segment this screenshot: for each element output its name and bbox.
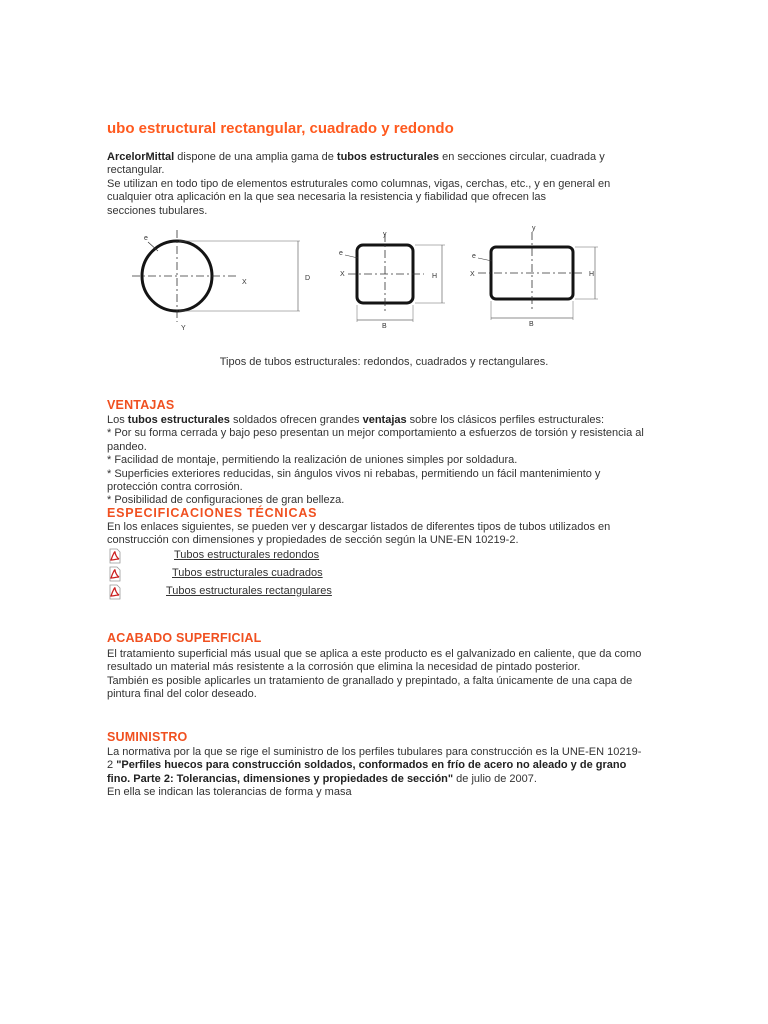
suministro-text: 2 — [107, 759, 117, 772]
x-axis-label: X — [470, 271, 475, 278]
ventajas-line: * Por su forma cerrada y bajo peso presentan un mejor comportamiento a esfuerzos de torsión y resistencia al — [107, 427, 644, 440]
pdf-icon — [107, 548, 123, 564]
pdf-icon — [107, 566, 123, 582]
intro-text: dispone de una amplia gama de — [174, 151, 337, 163]
ventajas-line: * Superficies exteriores reducidas, sin ángulos vivos ni rebabas, permitiendo un fácil mantenimiento y — [107, 467, 601, 480]
norma-title-bold: "Perfiles huecos para construcción soldados, conformados en frío de acero no aleado y de grano — [116, 759, 627, 772]
pdf-link-row[interactable] — [107, 584, 507, 600]
acabado-line: También es posible aplicarles un tratamiento de granallado y prepintado, a falta únicamente de una capa de — [107, 674, 633, 687]
intro-line: cualquier otra aplicación en la que sea necesaria la resistencia y fiabilidad que ofrecen las — [107, 191, 547, 204]
tube-sections-figure — [130, 218, 610, 338]
intro-line: secciones tubulares. — [107, 204, 208, 217]
x-axis-label: X — [242, 279, 247, 286]
thickness-label: e — [339, 250, 343, 257]
especificaciones-heading: ESPECIFICACIONES TÉCNICAS — [107, 506, 318, 520]
intro-paragraph — [107, 151, 627, 218]
y-axis-label: y — [383, 231, 387, 238]
acabado-line: El tratamiento superficial más usual que se aplica a este producto es el galvanizado en caliente, que da como — [107, 648, 642, 660]
ventajas-line: protección contra corrosión. — [107, 481, 243, 494]
suministro-line: La normativa por la que se rige el suministro de los perfiles tubulares para construcción es la UNE-EN 10219- — [107, 746, 642, 758]
height-label: H — [432, 273, 438, 280]
width-label: B — [529, 321, 534, 328]
height-label: H — [589, 271, 595, 278]
pdf-link-row[interactable] — [107, 548, 507, 564]
ventajas-line: * Posibilidad de configuraciones de gran belleza. — [107, 494, 345, 507]
suministro-paragraph — [107, 746, 697, 800]
intro-line: Se utilizan en todo tipo de elementos estruturales como columnas, vigas, cerchas, etc., y en general en — [107, 177, 611, 190]
ventajas-paragraph — [107, 414, 697, 508]
ventajas-line: * Facilidad de montaje, permitiendo la realización de uniones simples por soldadura. — [107, 454, 518, 467]
especificaciones-line: En los enlaces siguientes, se pueden ver y descargar listados de diferentes tipos de tubos utilizados en — [107, 521, 611, 533]
link-tubos-redondos[interactable]: Tubos estructurales redondos — [174, 549, 320, 561]
ventajas-text: Los — [107, 414, 128, 426]
rectangular-tube-diagram — [470, 225, 598, 328]
intro-bold-term: tubos estructurales — [336, 151, 440, 163]
ventajas-line: pandeo. — [107, 440, 147, 453]
ventajas-text: sobre los clásicos perfiles estructurales: — [406, 414, 605, 426]
thickness-label: e — [472, 253, 476, 260]
round-tube-diagram — [132, 230, 310, 332]
intro-text: en secciones circular, cuadrada y — [439, 151, 605, 163]
pdf-link-row[interactable] — [107, 566, 507, 582]
brand-name: ArcelorMittal — [107, 151, 175, 163]
acabado-line: pintura final del color deseado. — [107, 688, 257, 701]
x-axis-label: X — [340, 271, 345, 278]
square-tube-diagram — [339, 231, 445, 330]
suministro-line: En ella se indican las tolerancias de forma y masa — [107, 786, 352, 799]
suministro-heading: SUMINISTRO — [107, 730, 188, 744]
page-title: ubo estructural rectangular, cuadrado y redondo — [107, 120, 454, 137]
figure-caption: Tipos de tubos estructurales: redondos, cuadrados y rectangulares. — [219, 356, 549, 368]
norma-title-bold: fino. Parte 2: Tolerancias, dimensiones y propiedades de sección" — [107, 772, 454, 785]
especificaciones-line: construcción con dimensiones y propiedades de sección según la UNE-EN 10219-2. — [107, 534, 519, 547]
width-label: B — [382, 323, 387, 330]
thickness-label: e — [144, 235, 148, 242]
ventajas-heading: VENTAJAS — [107, 398, 175, 412]
link-tubos-rectangulares[interactable]: Tubos estructurales rectangulares — [166, 585, 332, 597]
y-axis-label: Y — [181, 325, 186, 332]
acabado-paragraph — [107, 648, 697, 702]
link-tubos-cuadrados[interactable]: Tubos estructurales cuadrados — [172, 567, 323, 579]
acabado-heading: ACABADO SUPERFICIAL — [107, 631, 262, 645]
ventajas-bold-term: tubos estructurales — [127, 414, 230, 426]
y-axis-label: y — [532, 225, 536, 232]
ventajas-bold-term: ventajas — [362, 414, 407, 426]
pdf-icon — [107, 584, 123, 600]
intro-line: rectangular. — [107, 164, 165, 177]
acabado-line: resultado un material más resistente a la corrosión que elimina la necesidad de pintado posterior. — [107, 661, 581, 674]
suministro-text: de julio de 2007. — [453, 772, 537, 785]
diameter-label: D — [305, 275, 311, 282]
especificaciones-paragraph — [107, 521, 697, 548]
ventajas-text: soldados ofrecen grandes — [229, 414, 363, 426]
